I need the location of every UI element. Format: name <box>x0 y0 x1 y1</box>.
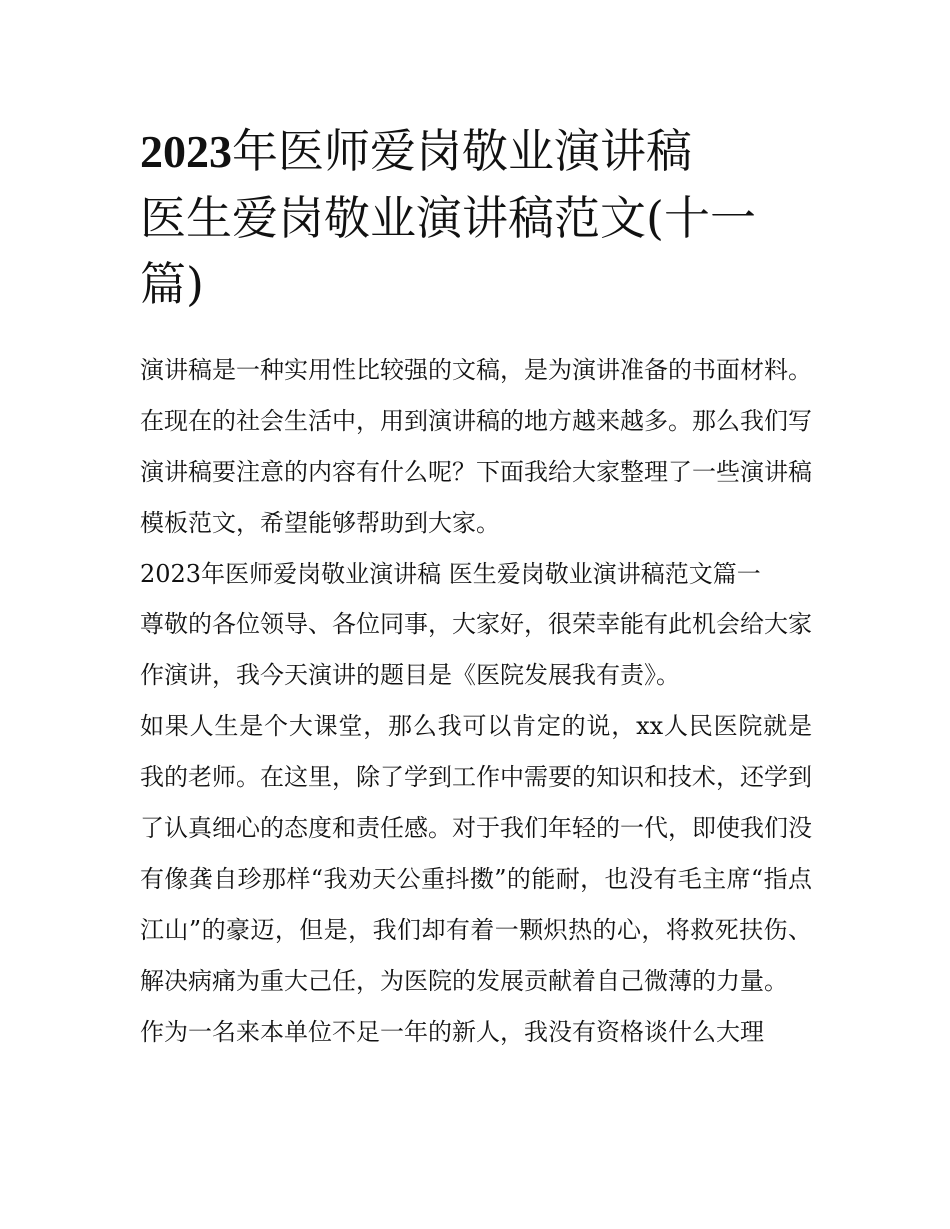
title-line-3: 篇) <box>140 257 204 311</box>
document-page <box>140 118 812 1058</box>
body-paragraph: 如果人生是个大课堂，那么我可以肯定的说，xx人民医院就是我的老师。在这里，除了学到工作中需要的知识和技术，还学到了认真细心的态度和责任感。对于我们年轻的一代，即使我们没有像龚自珍那样“我劝天公重抖擞”的能耐，也没有毛主席“指点江山”的豪迈，但是，我们却有着一颗炽热的心，将救死扶伤、解决病痛为重大己任，为医院的发展贡献着自己微薄的力量。 <box>140 712 812 995</box>
closing-paragraph: 作为一名来本单位不足一年的新人，我没有资格谈什么大理 <box>140 1018 764 1046</box>
section-heading: 2023年医师爱岗敬业演讲稿 医生爱岗敬业演讲稿范文篇一 <box>140 560 761 588</box>
greeting-paragraph: 尊敬的各位领导、各位同事，大家好，很荣幸能有此机会给大家作演讲，我今天演讲的题目是《医院发展我有责》。 <box>140 610 812 689</box>
title-line-1 <box>140 118 812 185</box>
intro-paragraph: 演讲稿是一种实用性比较强的文稿，是为演讲准备的书面材料。在现在的社会生活中，用到演讲稿的地方越来越多。那么我们写演讲稿要注意的内容有什么呢？下面我给大家整理了一些演讲稿模板范文，希望能够帮助到大家。 <box>140 356 812 537</box>
document-body <box>140 345 812 1058</box>
document-title <box>140 118 812 317</box>
title-year: 2023 <box>140 126 232 177</box>
title-line-1-text: 年医师爱岗敬业演讲稿 <box>232 124 692 178</box>
title-line-2: 医生爱岗敬业演讲稿范文(十一 <box>140 191 756 245</box>
